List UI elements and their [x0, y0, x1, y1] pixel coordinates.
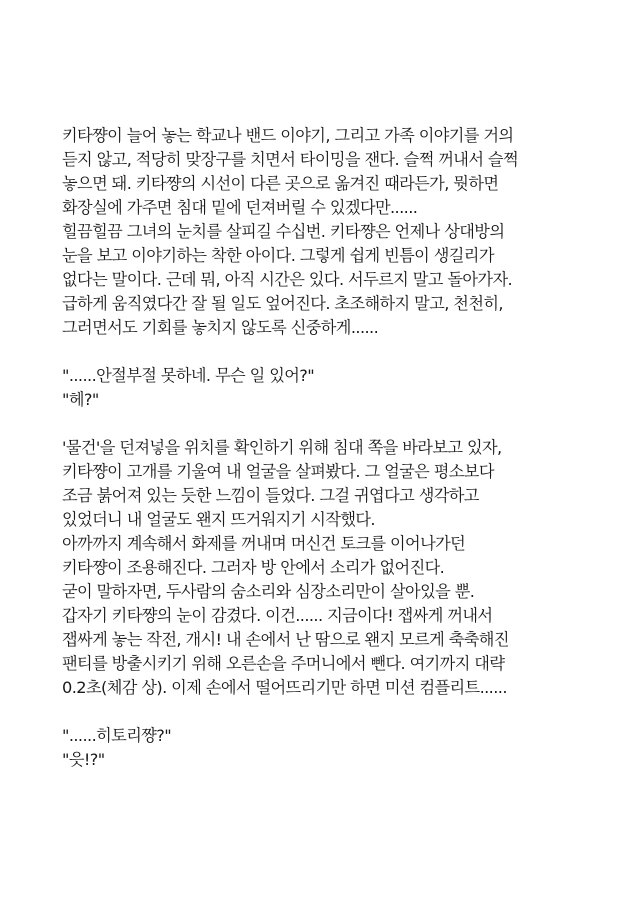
paragraph-5 [62, 580, 582, 604]
dialogue-1 [62, 364, 582, 412]
paragraph-3 [62, 436, 582, 532]
text-line: 팬티를 방출시키기 위해 오른손을 주머니에서 뺀다. 여기까지 대략 [62, 654, 505, 673]
text-line: 키타쨩이 고개를 기울여 내 얼굴을 살펴봤다. 그 얼굴은 평소보다 [62, 462, 494, 481]
dialogue-line: "......히토리쨩?" [62, 726, 172, 745]
text-line: 굳이 말하자면, 두사람의 숨소리와 심장소리만이 살아있을 뿐. [62, 582, 475, 601]
paragraph-2 [62, 220, 582, 340]
text-line: 듣지 않고, 적당히 맞장구를 치면서 타이밍을 잰다. 슬쩍 꺼내서 슬쩍 [62, 150, 519, 169]
text-line: 키타쨩이 늘어 놓는 학교나 밴드 이야기, 그리고 가족 이야기를 거의 [62, 126, 514, 145]
text-line: 잽싸게 놓는 작전, 개시! 내 손에서 난 땀으로 왠지 모르게 축축해진 [62, 630, 509, 649]
text-line: 조금 붉어져 있는 듯한 느낌이 들었다. 그걸 귀엽다고 생각하고 [62, 486, 479, 505]
dialogue-line: "......안절부절 못하네. 무슨 일 있어?" [62, 366, 315, 385]
dialogue-2 [62, 724, 582, 772]
blank-line [62, 700, 582, 724]
novel-text-body [62, 124, 582, 772]
text-line: 없다는 말이다. 근데 뭐, 아직 시간은 있다. 서두르지 말고 돌아가자. [62, 270, 513, 289]
dialogue-line: "읏!?" [62, 750, 105, 769]
paragraph-1 [62, 124, 582, 220]
dialogue-line: "헤?" [62, 390, 99, 409]
text-line: 놓으면 돼. 키타쨩의 시선이 다른 곳으로 옮겨진 때라든가, 뭣하면 [62, 174, 499, 193]
text-line: 급하게 움직였다간 잘 될 일도 엎어진다. 초조해하지 말고, 천천히, [62, 294, 503, 313]
text-line: '물건'을 던져넣을 위치를 확인하기 위해 침대 쪽을 바라보고 있자, [62, 438, 502, 457]
text-line: 아까까지 계속해서 화제를 꺼내며 머신건 토크를 이어나가던 [62, 534, 466, 553]
paragraph-6 [62, 604, 582, 700]
text-line: 0.2초(체감 상). 이제 손에서 떨어뜨리기만 하면 미션 컴플리트...... [62, 678, 507, 697]
text-line: 그러면서도 기회를 놓치지 않도록 신중하게...... [62, 318, 379, 337]
text-line: 힐끔힐끔 그녀의 눈치를 살피길 수십번. 키타쨩은 언제나 상대방의 [62, 222, 505, 241]
text-line: 화장실에 가주면 침대 밑에 던져버릴 수 있겠다만...... [62, 198, 418, 217]
paragraph-4 [62, 532, 582, 580]
text-line: 갑자기 키타쨩의 눈이 감겼다. 이건...... 지금이다! 잽싸게 꺼내서 [62, 606, 493, 625]
text-line: 눈을 보고 이야기하는 착한 아이다. 그렇게 쉽게 빈틈이 생길리가 [62, 246, 494, 265]
blank-line [62, 340, 582, 364]
blank-line [62, 412, 582, 436]
text-line: 있었더니 내 얼굴도 왠지 뜨거워지기 시작했다. [62, 510, 375, 529]
text-line: 키타쨩이 조용해진다. 그러자 방 안에서 소리가 없어진다. [62, 558, 445, 577]
